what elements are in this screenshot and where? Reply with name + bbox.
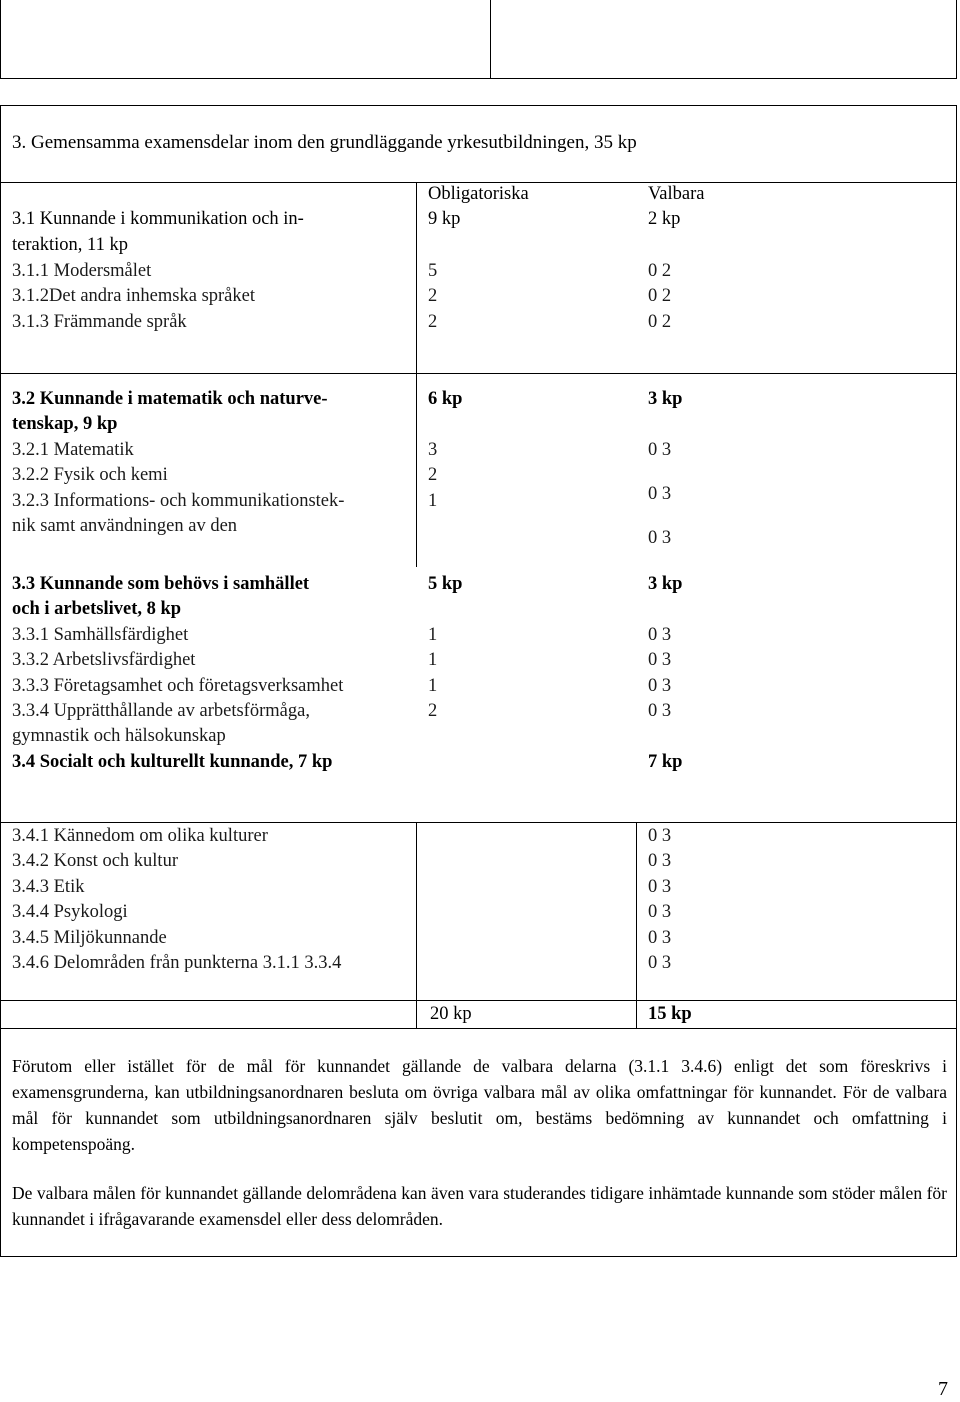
s34-item-label: 3.4.1 Kännedom om olika kulturer: [12, 826, 268, 846]
s33-item-opt: 0 3: [648, 650, 672, 670]
s32-item-obl: 2: [428, 465, 438, 485]
s32-item-obl: 3: [428, 440, 438, 460]
s31-title-line1: 3.1 Kunnande i kommunikation och in-: [12, 209, 304, 229]
col-divider-lower-1: [416, 822, 417, 1028]
s33-item-label: 3.3.4 Upprätthållande av arbetsförmåga,: [12, 701, 310, 721]
s32-item-opt: 0 3: [648, 528, 672, 548]
s33-item-obl: 1: [428, 676, 438, 696]
s31-obl-total: 9 kp: [428, 209, 461, 229]
s32-obl-total: 6 kp: [428, 389, 463, 409]
s33-item-label-cont: gymnastik och hälsokunskap: [12, 726, 226, 746]
s31-item-label: 3.1.2Det andra inhemska språket: [12, 286, 255, 306]
s32-item-opt: 0 3: [648, 440, 672, 460]
s32-item-opt: 0 3: [648, 484, 672, 504]
top-table-left-border: [0, 0, 1, 78]
s31-item-obl: 2: [428, 312, 438, 332]
s32-item-label-cont: nik samt användningen av den: [12, 516, 238, 536]
s32-item-label: 3.2.1 Matematik: [12, 440, 134, 460]
col-divider-upper: [416, 182, 417, 373]
col-divider-mid: [416, 373, 417, 567]
s33-title-line1: 3.3 Kunnande som behövs i samhället: [12, 574, 310, 594]
s33-item-opt: 0 3: [648, 676, 672, 696]
note-paragraph-2: De valbara målen för kunnandet gällande delområdena kan även vara studerandes tidigare inhämtade kunnande som stöder målen för kunnandet i ifrågavarande examensdel eller dess delområden.: [12, 1183, 947, 1229]
s34-item-label: 3.4.3 Etik: [12, 877, 85, 897]
s31-item-label: 3.1.1 Modersmålet: [12, 261, 152, 281]
s33-item-label: 3.3.3 Företagsamhet och företagsverksamhet: [12, 676, 344, 696]
row-divider-4: [0, 1028, 957, 1029]
s31-item-label: 3.1.3 Främmande språk: [12, 312, 187, 332]
s34-title: 3.4 Socialt och kulturellt kunnande, 7 kp: [12, 752, 333, 772]
s32-opt-total: 3 kp: [648, 389, 683, 409]
row-divider-3: [0, 1000, 957, 1001]
s31-item-opt: 0 2: [648, 261, 672, 281]
s32-item-obl: 1: [428, 491, 438, 511]
s34-item-label: 3.4.5 Miljökunnande: [12, 928, 167, 948]
s33-item-opt: 0 3: [648, 701, 672, 721]
top-table-right-border: [956, 0, 957, 78]
s33-opt-total: 3 kp: [648, 574, 683, 594]
s33-obl-total: 5 kp: [428, 574, 463, 594]
s34-item-label: 3.4.4 Psykologi: [12, 902, 128, 922]
s33-title-line2: och i arbetslivet, 8 kp: [12, 599, 182, 619]
top-table-bottom-border: [0, 78, 957, 79]
section-title: 3. Gemensamma examensdelar inom den grundläggande yrkesutbildningen, 35 kp: [12, 132, 637, 153]
col-header-obligatory: Obligatoriska: [428, 184, 529, 204]
s33-item-opt: 0 3: [648, 625, 672, 645]
s31-item-opt: 0 2: [648, 312, 672, 332]
s33-item-label: 3.3.1 Samhällsfärdighet: [12, 625, 189, 645]
s34-item-label: 3.4.6 Delområden från punkterna 3.1.1 3.3.4: [12, 953, 342, 973]
s33-item-label: 3.3.2 Arbetslivsfärdighet: [12, 650, 196, 670]
s31-item-opt: 0 2: [648, 286, 672, 306]
s32-title-line2: tenskap, 9 kp: [12, 414, 118, 434]
s34-item-opt: 0 3: [648, 902, 672, 922]
s34-item-label: 3.4.2 Konst och kultur: [12, 851, 178, 871]
s34-item-opt: 0 3: [648, 928, 672, 948]
s33-item-obl: 2: [428, 701, 438, 721]
s32-item-label: 3.2.2 Fysik och kemi: [12, 465, 168, 485]
s32-item-label: 3.2.3 Informations- och kommunikationstek-: [12, 491, 345, 511]
s34-opt-total: 7 kp: [648, 752, 683, 772]
s33-item-obl: 1: [428, 650, 438, 670]
row-divider-1: [0, 373, 957, 374]
s34-item-opt: 0 3: [648, 826, 672, 846]
total-obligatory: 20 kp: [430, 1004, 472, 1024]
note-paragraph-1: Förutom eller istället för de mål för kunnandet gällande de valbara delarna (3.1.1 3.4.6) enligt det som föreskrivs i examensgrunderna, kan utbildningsanordnaren besluta om övriga valbara mål av olika omfattningar för kunnandet. För de valbara mål för kunnandet som utbildningsanordnaren själv beslutit om, bestäms bedömning av kunnandet och omfattning i kompetenspoäng.: [12, 1056, 947, 1154]
col-divider-lower-2: [636, 822, 637, 1028]
row-divider-2: [0, 822, 957, 823]
s31-item-obl: 2: [428, 286, 438, 306]
s34-item-opt: 0 3: [648, 877, 672, 897]
s32-title-line1: 3.2 Kunnande i matematik och naturve-: [12, 389, 328, 409]
s33-item-obl: 1: [428, 625, 438, 645]
col-header-optional: Valbara: [648, 184, 705, 204]
s31-item-obl: 5: [428, 261, 438, 281]
s34-item-opt: 0 3: [648, 851, 672, 871]
top-table-mid-border: [490, 0, 491, 78]
s31-title-line2: teraktion, 11 kp: [12, 235, 128, 255]
page-number: 7: [938, 1378, 948, 1400]
s34-item-opt: 0 3: [648, 953, 672, 973]
s31-opt-total: 2 kp: [648, 209, 681, 229]
total-optional: 15 kp: [648, 1004, 692, 1024]
